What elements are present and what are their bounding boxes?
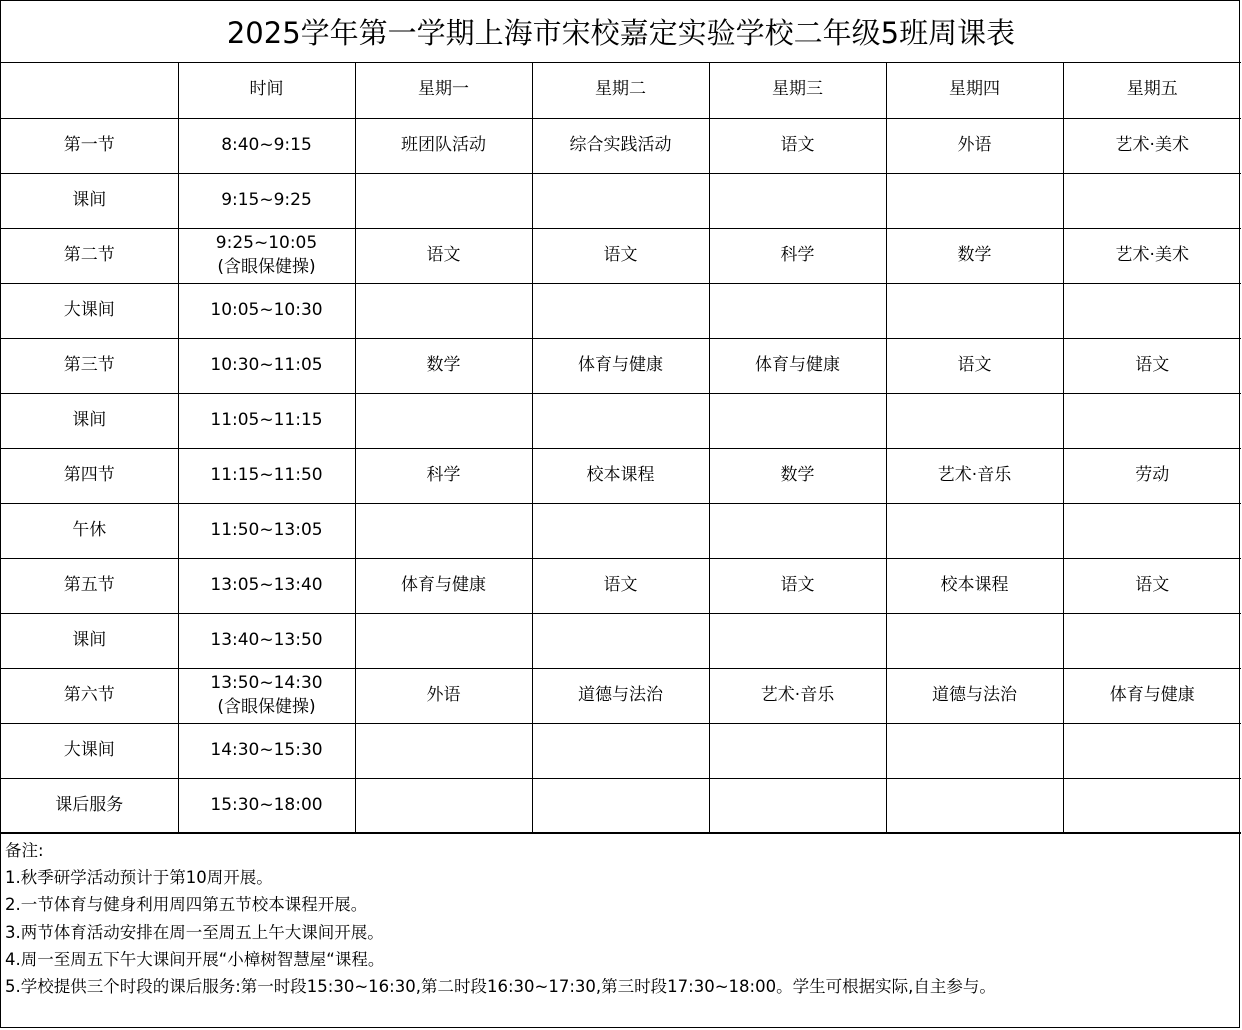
time-range: 10:05~10:30: [210, 299, 323, 320]
period-cell: 课后服务: [1, 778, 178, 833]
subject-cell-thursday: [886, 723, 1063, 778]
subject-cell-tuesday: [532, 778, 709, 833]
period-cell: 大课间: [1, 283, 178, 338]
subject-cell-wednesday: [709, 393, 886, 448]
subject-cell-friday: [1063, 173, 1241, 228]
subject-cell-thursday: [886, 283, 1063, 338]
subject-cell-monday: [355, 778, 532, 833]
subject-cell-wednesday: [709, 173, 886, 228]
time-cell: [178, 613, 355, 668]
period-cell: 第三节: [1, 338, 178, 393]
subject-cell-wednesday: [709, 723, 886, 778]
header-cell-tuesday: 星期二: [532, 63, 709, 118]
subject-cell-tuesday: 语文: [532, 228, 709, 283]
timetable-grid: [1, 63, 1241, 834]
subject-cell-tuesday: [532, 173, 709, 228]
period-cell: 第五节: [1, 558, 178, 613]
subject-cell-thursday: 语文: [886, 338, 1063, 393]
time-note: (含眼保健操): [217, 696, 316, 717]
note-item: 4.周一至周五下午大课间开展“小樟树智慧屋“课程。: [5, 949, 385, 969]
subject-cell-thursday: [886, 613, 1063, 668]
subject-cell-friday: 语文: [1063, 338, 1241, 393]
timetable-row: [1, 503, 1241, 558]
subject-cell-monday: 体育与健康: [355, 558, 532, 613]
subject-cell-thursday: [886, 778, 1063, 833]
timetable-row: [1, 173, 1241, 228]
time-range: 9:25~10:05: [215, 232, 318, 253]
subject-cell-friday: [1063, 723, 1241, 778]
time-cell: [178, 393, 355, 448]
period-cell: 第二节: [1, 228, 178, 283]
note-item: 3.两节体育活动安排在周一至周五上午大课间开展。: [5, 922, 384, 942]
subject-cell-thursday: [886, 393, 1063, 448]
subject-cell-tuesday: [532, 393, 709, 448]
subject-cell-monday: 科学: [355, 448, 532, 503]
timetable-row: [1, 283, 1241, 338]
time-cell: [178, 723, 355, 778]
subject-cell-tuesday: [532, 283, 709, 338]
subject-cell-tuesday: 校本课程: [532, 448, 709, 503]
subject-cell-wednesday: [709, 778, 886, 833]
timetable-row: [1, 778, 1241, 833]
subject-cell-thursday: [886, 503, 1063, 558]
time-range: 11:50~13:05: [210, 519, 323, 540]
time-cell: [178, 283, 355, 338]
timetable-row: [1, 448, 1241, 503]
timetable-row: [1, 393, 1241, 448]
subject-cell-friday: 语文: [1063, 558, 1241, 613]
header-cell-corner: [1, 63, 178, 118]
header-row: [1, 63, 1241, 118]
subject-cell-tuesday: 道德与法治: [532, 668, 709, 723]
subject-cell-thursday: 艺术·音乐: [886, 448, 1063, 503]
subject-cell-tuesday: [532, 503, 709, 558]
subject-cell-monday: 数学: [355, 338, 532, 393]
notes-heading: 备注:: [5, 841, 44, 860]
time-range: 13:05~13:40: [210, 574, 323, 595]
subject-cell-wednesday: 语文: [709, 118, 886, 173]
time-range: 14:30~15:30: [210, 739, 323, 760]
time-cell: [178, 503, 355, 558]
subject-cell-monday: 班团队活动: [355, 118, 532, 173]
subject-cell-wednesday: 语文: [709, 558, 886, 613]
subject-cell-friday: 艺术·美术: [1063, 228, 1241, 283]
timetable-row: [1, 118, 1241, 173]
subject-cell-monday: [355, 613, 532, 668]
header-cell-time: 时间: [178, 63, 355, 118]
subject-cell-wednesday: [709, 503, 886, 558]
period-cell: 大课间: [1, 723, 178, 778]
header-cell-friday: 星期五: [1063, 63, 1241, 118]
header-cell-thursday: 星期四: [886, 63, 1063, 118]
subject-cell-monday: [355, 283, 532, 338]
period-cell: 午休: [1, 503, 178, 558]
subject-cell-monday: [355, 173, 532, 228]
subject-cell-tuesday: [532, 723, 709, 778]
subject-cell-thursday: 外语: [886, 118, 1063, 173]
subject-cell-tuesday: 综合实践活动: [532, 118, 709, 173]
time-range: 15:30~18:00: [210, 794, 323, 815]
period-cell: 课间: [1, 393, 178, 448]
timetable-row: [1, 613, 1241, 668]
time-range: 10:30~11:05: [210, 354, 323, 375]
subject-cell-monday: 外语: [355, 668, 532, 723]
timetable-row: [1, 668, 1241, 723]
time-range: 13:40~13:50: [210, 629, 323, 650]
time-note: (含眼保健操): [217, 256, 316, 277]
timetable-row: [1, 723, 1241, 778]
subject-cell-friday: [1063, 778, 1241, 833]
time-range: 11:05~11:15: [210, 409, 323, 430]
subject-cell-wednesday: 艺术·音乐: [709, 668, 886, 723]
time-cell: [178, 668, 355, 723]
time-cell: [178, 448, 355, 503]
subject-cell-thursday: [886, 173, 1063, 228]
subject-cell-tuesday: 体育与健康: [532, 338, 709, 393]
subject-cell-monday: 语文: [355, 228, 532, 283]
timetable-row: [1, 338, 1241, 393]
subject-cell-wednesday: 科学: [709, 228, 886, 283]
subject-cell-monday: [355, 503, 532, 558]
period-cell: 课间: [1, 173, 178, 228]
subject-cell-wednesday: 体育与健康: [709, 338, 886, 393]
period-cell: 第一节: [1, 118, 178, 173]
subject-cell-thursday: 道德与法治: [886, 668, 1063, 723]
subject-cell-wednesday: [709, 613, 886, 668]
subject-cell-friday: 体育与健康: [1063, 668, 1241, 723]
notes-section: [1, 832, 1241, 1028]
note-item: 5.学校提供三个时段的课后服务:第一时段15:30~16:30,第二时段16:30~17:30,第三时段17:30~18:00。学生可根据实际,自主参与。: [5, 977, 996, 997]
subject-cell-thursday: 数学: [886, 228, 1063, 283]
header-cell-monday: 星期一: [355, 63, 532, 118]
subject-cell-thursday: 校本课程: [886, 558, 1063, 613]
subject-cell-friday: 艺术·美术: [1063, 118, 1241, 173]
time-range: 11:15~11:50: [210, 464, 323, 485]
subject-cell-monday: [355, 393, 532, 448]
note-item: 2.一节体育与健身利用周四第五节校本课程开展。: [5, 895, 368, 915]
time-range: 8:40~9:15: [221, 134, 312, 155]
time-cell: [178, 228, 355, 283]
time-cell: [178, 338, 355, 393]
time-cell: [178, 118, 355, 173]
period-cell: 课间: [1, 613, 178, 668]
timetable-row: [1, 558, 1241, 613]
period-cell: 第四节: [1, 448, 178, 503]
subject-cell-tuesday: 语文: [532, 558, 709, 613]
time-range: 13:50~14:30: [210, 672, 323, 693]
time-range: 9:15~9:25: [221, 189, 312, 210]
period-cell: 第六节: [1, 668, 178, 723]
time-cell: [178, 558, 355, 613]
note-item: 1.秋季研学活动预计于第10周开展。: [5, 868, 273, 888]
timetable-row: [1, 228, 1241, 283]
time-cell: [178, 173, 355, 228]
subject-cell-monday: [355, 723, 532, 778]
subject-cell-wednesday: [709, 283, 886, 338]
time-cell: [178, 778, 355, 833]
subject-cell-tuesday: [532, 613, 709, 668]
page-title: 2025学年第一学期上海市宋校嘉定实验学校二年级5班周课表: [1, 1, 1241, 63]
subject-cell-friday: 劳动: [1063, 448, 1241, 503]
subject-cell-friday: [1063, 613, 1241, 668]
subject-cell-friday: [1063, 283, 1241, 338]
subject-cell-friday: [1063, 503, 1241, 558]
subject-cell-wednesday: 数学: [709, 448, 886, 503]
header-cell-wednesday: 星期三: [709, 63, 886, 118]
subject-cell-friday: [1063, 393, 1241, 448]
